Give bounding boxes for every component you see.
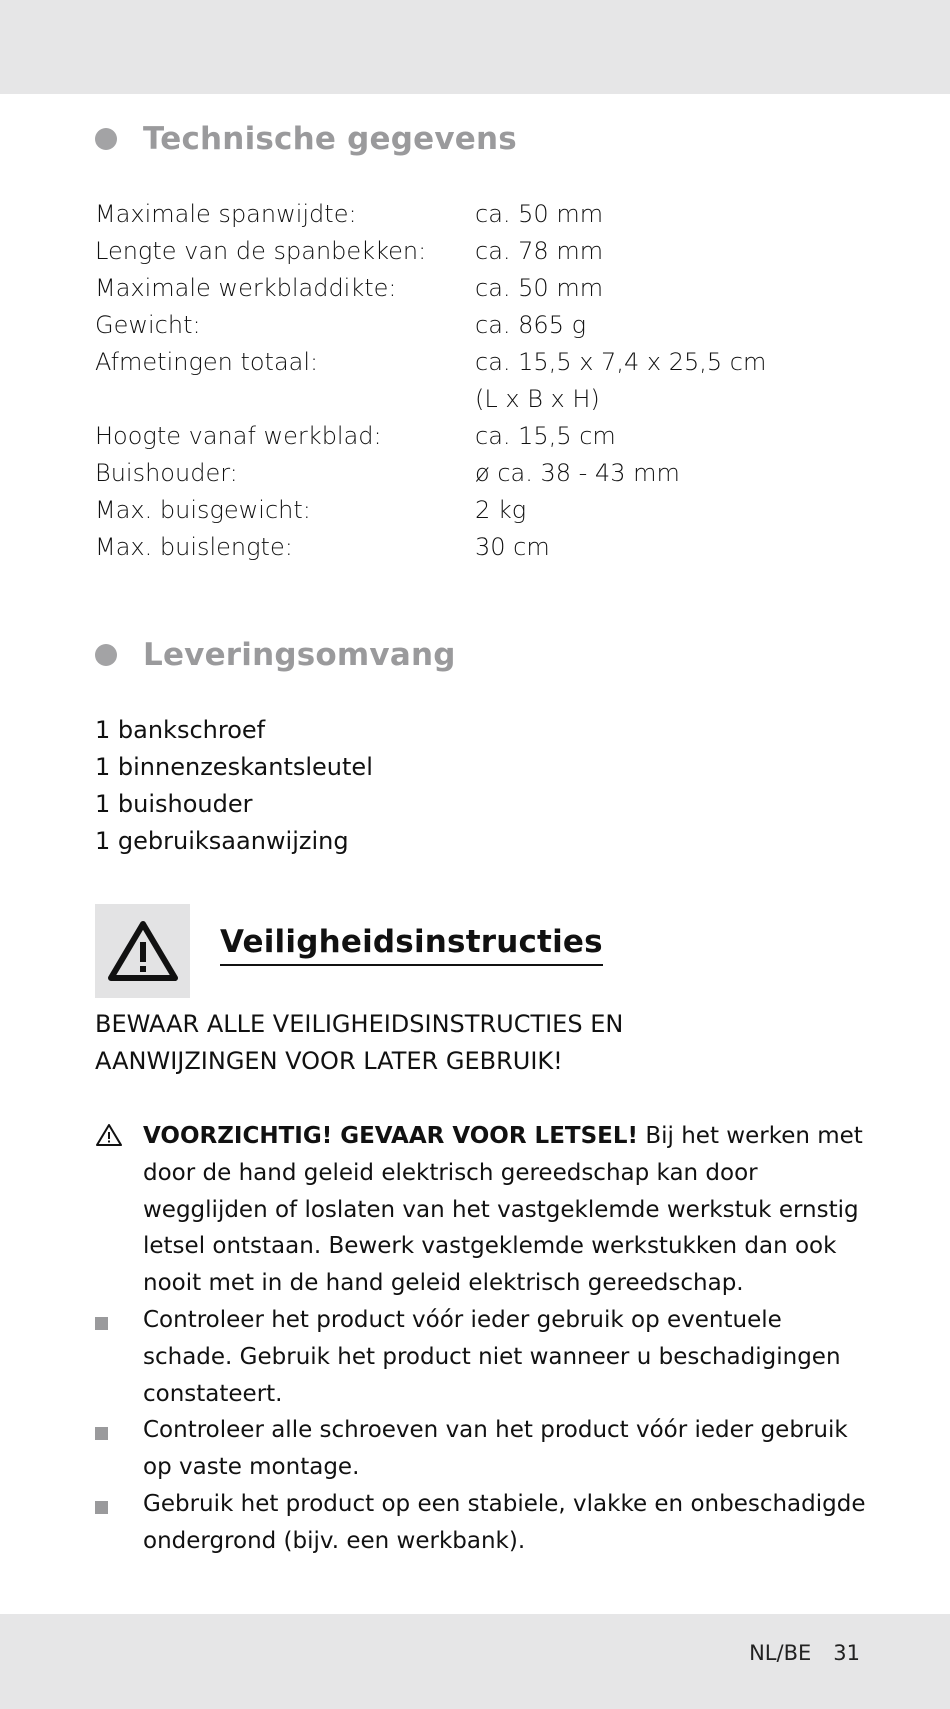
square-bullet-icon xyxy=(95,1317,108,1330)
warning-small-icon xyxy=(95,1123,123,1147)
marker xyxy=(95,1412,143,1486)
square-bullet-icon xyxy=(95,1427,108,1440)
list-item: 1 gebruiksaanwijzing xyxy=(95,827,349,855)
safety-instructions xyxy=(95,1118,875,1560)
spec-value: ca. 50 mm xyxy=(475,274,604,302)
marker xyxy=(95,1118,143,1302)
list-item: 1 bankschroef xyxy=(95,716,266,744)
spec-label: Lengte van de spanbekken: xyxy=(95,237,427,265)
spec-label: Afmetingen totaal: xyxy=(95,348,319,376)
spec-label: Maximale spanwijdte: xyxy=(95,200,357,228)
spec-value: ø ca. 38 - 43 mm xyxy=(475,459,680,487)
spec-row xyxy=(95,270,855,307)
list-item xyxy=(95,1302,875,1412)
marker xyxy=(95,1486,143,1560)
spec-value: ca. 15,5 cm xyxy=(475,422,616,450)
spec-label: Gewicht: xyxy=(95,311,201,339)
spec-value: 2 kg xyxy=(475,496,527,524)
spec-row xyxy=(95,418,855,455)
bullet-text: Controleer het product vóór ieder gebruik op eventuele schade. Gebruik het product niet wanneer u beschadigingen constateert. xyxy=(143,1306,841,1407)
bullet-text: Controleer alle schroeven van het product vóór ieder gebruik op vaste montage. xyxy=(143,1417,848,1481)
list-item: 1 buishouder xyxy=(95,790,253,818)
spec-list xyxy=(95,196,855,566)
footer xyxy=(749,1638,860,1668)
spec-row xyxy=(95,529,855,566)
caution-text-block xyxy=(143,1118,873,1302)
spec-label: Hoogte vanaf werkblad: xyxy=(95,422,382,450)
spec-row xyxy=(95,196,855,233)
bullet-dot-icon xyxy=(95,128,117,150)
safety-title: Veiligheidsinstructies xyxy=(220,924,603,966)
technical-title: Technische gegevens xyxy=(143,121,517,157)
caution-item xyxy=(95,1118,875,1302)
spec-row xyxy=(95,307,855,344)
keep-notice-line: BEWAAR ALLE VEILIGHEIDSINSTRUCTIES EN xyxy=(95,1010,624,1038)
spec-label: Max. buislengte: xyxy=(95,533,293,561)
spec-value: ca. 50 mm xyxy=(475,200,604,228)
spec-value: ca. 865 g xyxy=(475,311,586,339)
list-item xyxy=(95,1412,875,1486)
header-band xyxy=(0,0,950,94)
spec-row xyxy=(95,233,855,270)
square-bullet-icon xyxy=(95,1501,108,1514)
spec-row xyxy=(95,455,855,492)
section-heading-technical xyxy=(95,117,517,161)
marker xyxy=(95,1302,143,1412)
keep-notice xyxy=(95,1006,855,1080)
bullet-text: Gebruik het product op een stabiele, vlakke en onbeschadigde ondergrond (bijv. een werkbank). xyxy=(143,1490,866,1554)
warning-triangle-icon xyxy=(107,920,179,982)
spec-value: ca. 15,5 x 7,4 x 25,5 cm (L x B x H) xyxy=(475,348,767,413)
bullet-dot-icon xyxy=(95,644,117,666)
caution-heading: VOORZICHTIG! GEVAAR VOOR LETSEL! xyxy=(143,1123,639,1149)
warning-box xyxy=(95,904,190,998)
spec-row xyxy=(95,344,855,418)
spec-value: ca. 78 mm xyxy=(475,237,604,265)
section-heading-delivery xyxy=(95,633,456,677)
delivery-list xyxy=(95,712,373,860)
keep-notice-line: AANWIJZINGEN VOOR LATER GEBRUIK! xyxy=(95,1047,563,1075)
delivery-title: Leveringsomvang xyxy=(143,637,456,673)
spec-label: Max. buisgewicht: xyxy=(95,496,311,524)
spec-label: Maximale werkbladdikte: xyxy=(95,274,397,302)
list-item xyxy=(95,1486,875,1560)
list-item: 1 binnenzeskantsleutel xyxy=(95,753,373,781)
spec-label: Buishouder: xyxy=(95,459,238,487)
footer-locale: NL/BE xyxy=(749,1641,812,1665)
spec-value: 30 cm xyxy=(475,533,550,561)
caution-body: Bij het werken met door de hand geleid elektrisch gereedschap kan door wegglijden of loslaten van het vastgeklemde werkstuk ernstig letsel ontstaan. Bewerk vastgeklemde werkstukken dan ook nooit met in de hand geleid elektrisch gereedschap. xyxy=(143,1123,863,1297)
page-number: 31 xyxy=(833,1641,860,1665)
spec-row xyxy=(95,492,855,529)
